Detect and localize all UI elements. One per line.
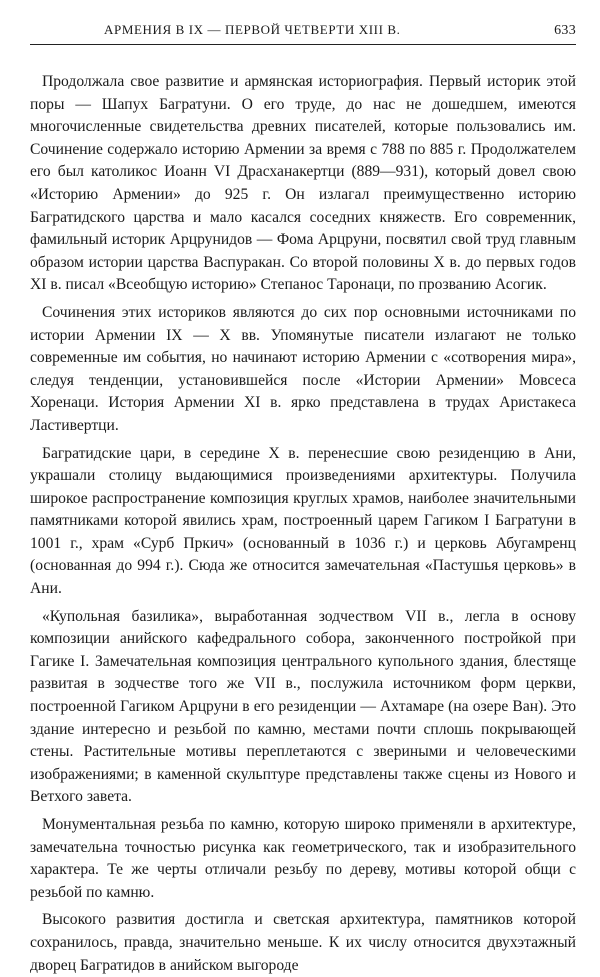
running-title: АРМЕНИЯ В IX — ПЕРВОЙ ЧЕТВЕРТИ XIII В. — [104, 22, 401, 37]
running-header — [30, 22, 576, 45]
paragraph-ani-architecture: Багратидские цари, в середине X в. перенесшие свою резиденцию в Ани, украшали столицу выдающимися произведениями архитектуры. Получила широкое распространение композиция круглых храмов, наиболее значительными памятниками которой явились храм, построенный царем Гагиком I Багратуни в 1001 г., храм «Сурб Пркич» (основанный в 1036 г.) и церковь Абугамренц (основанная до 994 г.). Сюда же относится замечательная «Пастушья церковь» в Ани. — [30, 444, 576, 598]
page-number: 633 — [554, 23, 576, 38]
body-text — [30, 71, 576, 977]
paragraph-historians-sources: Сочинения этих историков являются до сих пор основными источниками по истории Армении IX — X вв. Упомянутые писатели излагают не только современные им события, но начинают историю Армении с «сотворения мира», следуя тенденции, установившейся после «Истории Армении» Мовсеса Хоренаци. История Армении XI в. ярко представлена в трудах Аристакеса Ластивертци. — [30, 303, 576, 434]
paragraph-stone-carving: Монументальная резьба по камню, которую широко применяли в архитектуре, замечательна точностью рисунка как геометрического, так и изобразительного характера. Те же черты отличали резьбу по дереву, мотивы которой общи с резьбой по камню. — [30, 816, 576, 901]
paragraph-domed-basilica: «Купольная базилика», выработанная зодчеством VII в., легла в основу композиции анийского кафедрального собора, законченного постройкой при Гагике I. Замечательная композиция центрального купольного здания, блестяще развитая в зодчестве того же VII в., послужила источником форм церкви, построенной Гагиком Арцруни в его резиденции — Ахтамаре (на озере Ван). Это здание интересно и резьбой по камню, местами почти сплошь покрывающей стены. Растительные мотивы переплетаются с звериными и человеческими изображениями; в каменной скульптуре представлены также сцены из Нового и Ветхого завета. — [30, 607, 576, 806]
paragraph-secular-architecture: Высокого развития достигла и светская архитектура, памятников которой сохранилось, правда, значительно меньше. К их числу относится двухэтажный дворец Багратидов в анийском выгороде — [30, 911, 576, 974]
paragraph-historiography: Продолжала свое развитие и армянская историография. Первый историк этой поры — Шапух Багратуни. О его труде, до нас не дошедшем, имеются многочисленные свидетельства древних писателей, которые пользовались им. Сочинение содержало историю Армении за время с 788 по 885 г. Продолжателем его был католикос Иоанн VI Драсханакертци (889—931), который довел свою «Историю Армении» до 925 г. Он излагал преимущественно историю Багратидского царства и мало касался соседних княжеств. Его современник, фамильный историк Арцрунидов — Фома Арцруни, посвятил свой труд главным образом истории царства Васпуракан. Со второй половины X в. до первых годов XI в. писал «Всеобщую историю» Степанос Таронаци, по прозванию Асогик. — [30, 73, 576, 294]
